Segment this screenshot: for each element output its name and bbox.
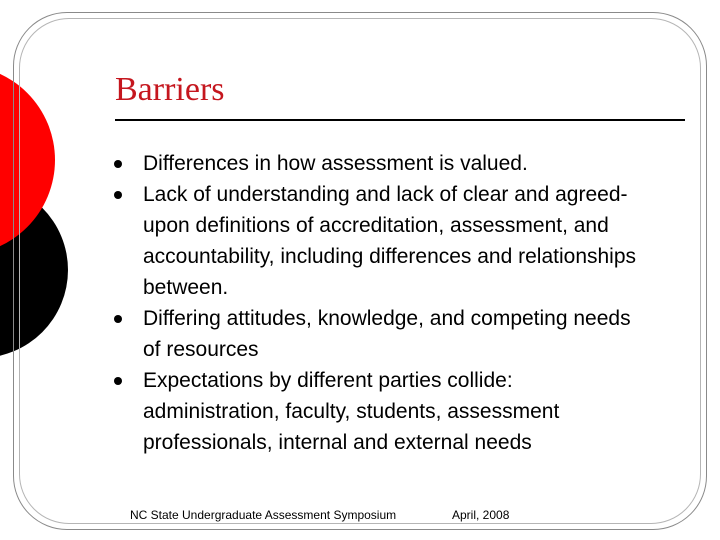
bullet-dot-icon — [114, 377, 122, 385]
bullet-item — [112, 303, 642, 365]
bullet-dot-icon — [114, 160, 122, 168]
footer-date: April, 2008 — [452, 508, 510, 522]
title-divider — [115, 119, 685, 121]
footer-event-name: NC State Undergraduate Assessment Symposium — [130, 508, 397, 522]
bullet-item — [112, 365, 642, 458]
bullet-text: Differing attitudes, knowledge, and competing needs of resources — [143, 307, 631, 361]
bullet-dot-icon — [114, 315, 122, 323]
bullet-text: Lack of understanding and lack of clear and agreed-upon definitions of accreditation, assessment, and accountability, including differences and relationships between. — [143, 183, 637, 299]
bullet-item — [112, 179, 642, 303]
bullet-item — [112, 148, 642, 179]
slide-title: Barriers — [115, 71, 225, 108]
bullet-text: Expectations by different parties collide: administration, faculty, students, assessment professionals, internal and external needs — [143, 369, 560, 454]
bullet-text: Differences in how assessment is valued. — [143, 152, 528, 175]
bullet-list — [112, 148, 642, 458]
bullet-dot-icon — [114, 191, 122, 199]
